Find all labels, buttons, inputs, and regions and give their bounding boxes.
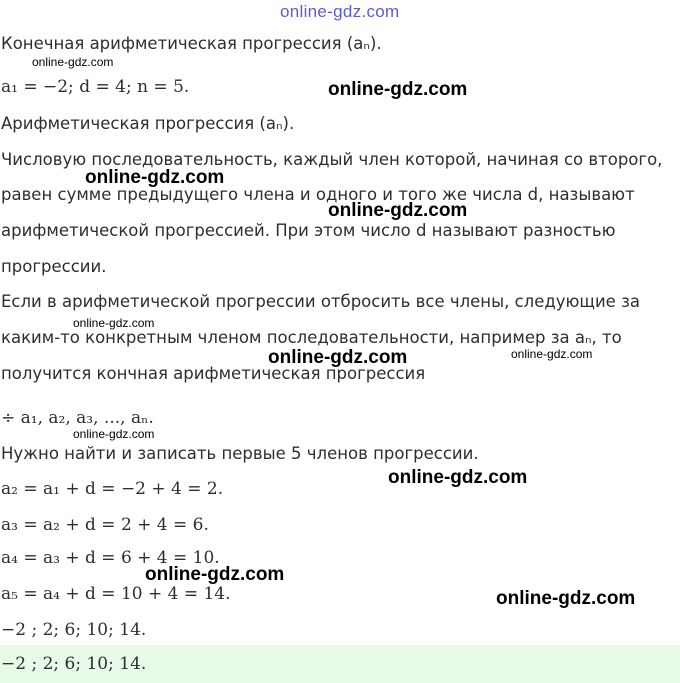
- finite-line-2: каким-то конкретным членом последовательности, например за aₙ, то: [1, 328, 622, 347]
- definition-line-4: прогрессии.: [1, 257, 107, 276]
- watermark: online-gdz.com: [32, 55, 114, 69]
- calc-a4: a₄ = a₃ + d = 6 + 4 = 10.: [1, 548, 220, 568]
- watermark: online-gdz.com: [388, 467, 528, 488]
- task-line: Нужно найти и записать первые 5 членов прогрессии.: [1, 444, 479, 463]
- calc-a3: a₃ = a₂ + d = 2 + 4 = 6.: [1, 515, 209, 535]
- watermark: online-gdz.com: [73, 427, 155, 441]
- definition-heading: Арифметическая прогрессия (aₙ).: [1, 114, 295, 133]
- calc-a2: a₂ = a₁ + d = −2 + 4 = 2.: [1, 479, 224, 499]
- definition-line-1: Числовую последовательность, каждый член которой, начиная со второго,: [1, 150, 663, 169]
- header-watermark: online-gdz.com: [280, 2, 400, 21]
- watermark: online-gdz.com: [268, 347, 408, 368]
- given-values: a₁ = −2; d = 4; n = 5.: [1, 77, 190, 97]
- watermark: online-gdz.com: [496, 588, 636, 609]
- watermark: online-gdz.com: [145, 564, 285, 585]
- watermark: online-gdz.com: [328, 200, 468, 221]
- problem-statement: Конечная арифметическая прогрессия (aₙ).: [1, 34, 382, 53]
- progression-notation: ÷ a₁, a₂, a₃, ..., aₙ.: [1, 408, 154, 428]
- final-answer: −2 ; 2; 6; 10; 14.: [1, 654, 147, 674]
- finite-line-1: Если в арифметической прогрессии отбросить все члены, следующие за: [1, 292, 640, 311]
- result-line: −2 ; 2; 6; 10; 14.: [1, 620, 147, 640]
- watermark: online-gdz.com: [328, 79, 468, 100]
- definition-line-2: равен сумме предыдущего члена и одного и того же числа d, называют: [1, 185, 635, 204]
- finite-line-3: получится кончная арифметическая прогрессия: [1, 364, 426, 383]
- definition-line-3: арифметической прогрессией. При этом число d называют разностью: [1, 221, 616, 240]
- watermark: online-gdz.com: [73, 316, 155, 330]
- calc-a5: a₅ = a₄ + d = 10 + 4 = 14.: [1, 584, 231, 604]
- watermark: online-gdz.com: [511, 347, 593, 361]
- watermark: online-gdz.com: [85, 167, 225, 188]
